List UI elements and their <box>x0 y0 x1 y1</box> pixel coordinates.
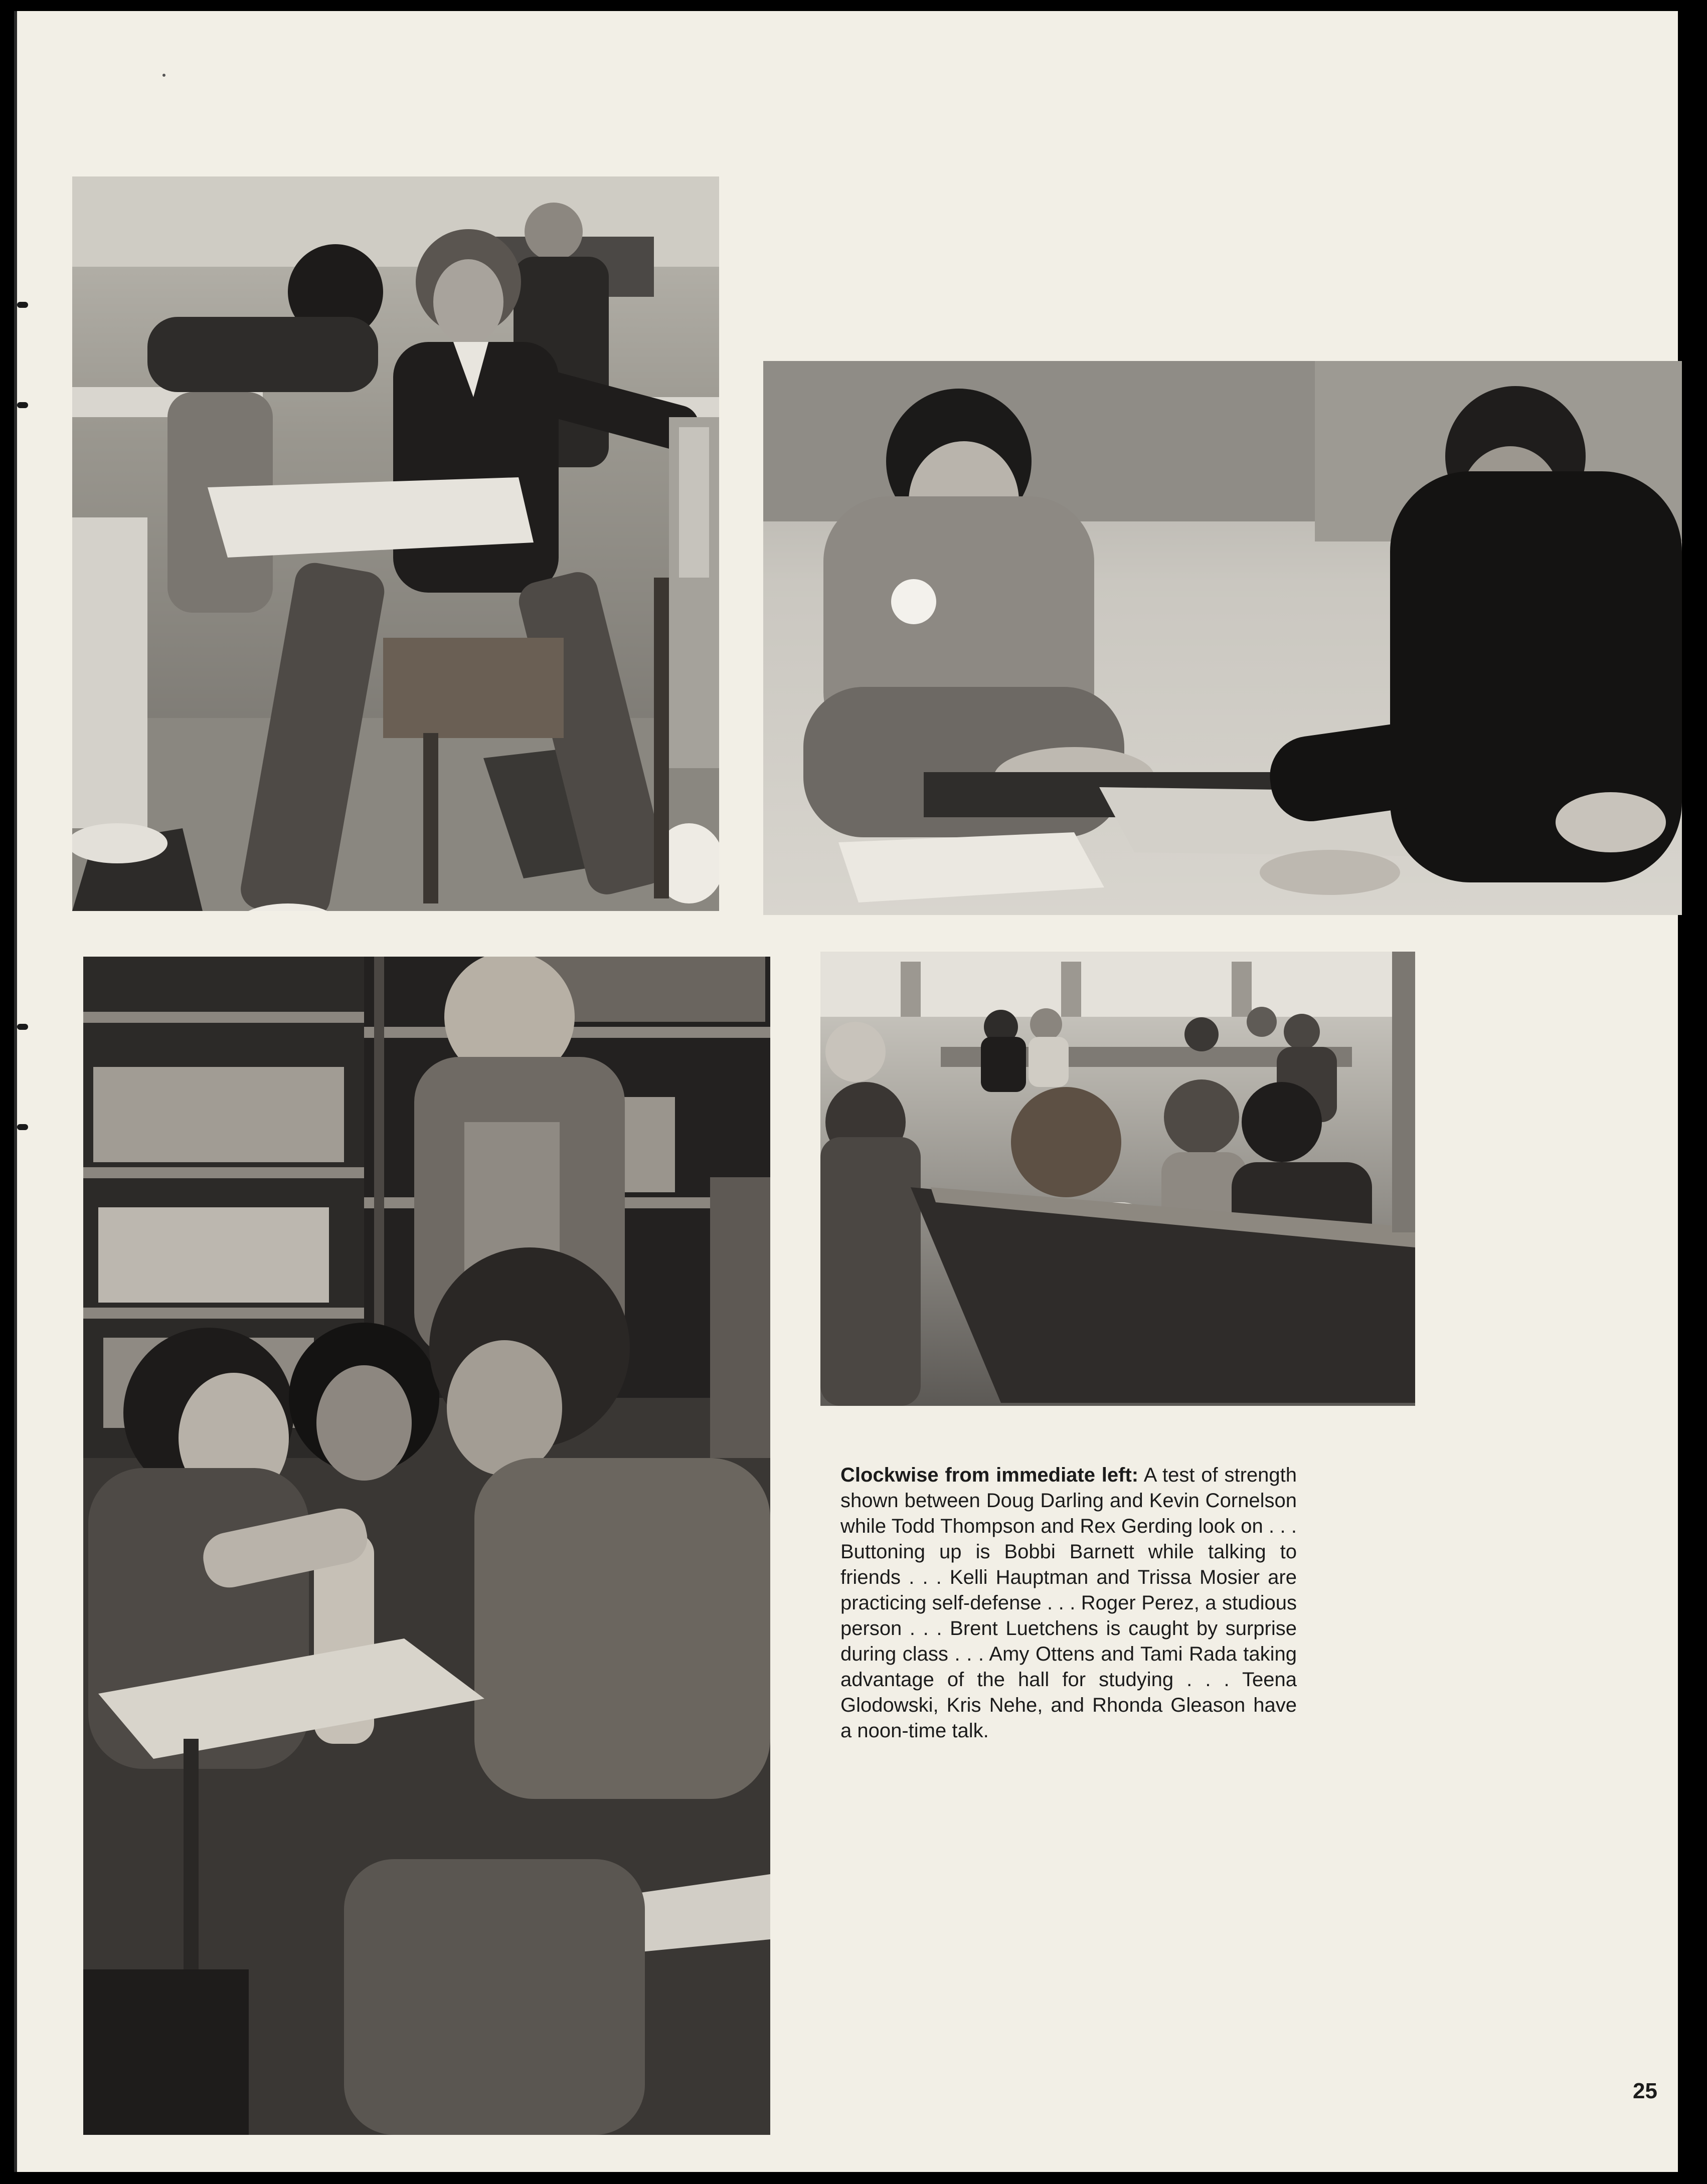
dust-speck <box>162 74 165 77</box>
photo-desks-image <box>72 176 719 911</box>
photo-arm-wrestling <box>83 957 770 2135</box>
photo-lunch-tables-image <box>820 952 1415 1406</box>
binding-mark <box>17 1024 28 1030</box>
photo-floor-project <box>763 361 1682 915</box>
binding-mark <box>17 302 28 308</box>
binding-mark <box>17 402 28 408</box>
photo-desks-classroom <box>72 176 719 911</box>
photo-lunch-tables <box>820 952 1415 1406</box>
page-number: 25 <box>1633 2079 1657 2103</box>
yearbook-page <box>14 11 1678 2172</box>
photo-arm-wrestling-image <box>83 957 770 2135</box>
photo-caption <box>840 1463 1297 1744</box>
caption-lead: Clockwise from immediate left: <box>840 1464 1139 1486</box>
photo-floor-image <box>763 361 1682 915</box>
caption-body: A test of strength shown between Doug Darling and Kevin Cornelson while Todd Thompson and Rex Gerding look on . . . Buttoning up is Bobbi Barnett while talking to friends . . . Kelli Hauptman and Trissa Mosier are practicing self-defense . . . Roger Perez, a studious person . . . Brent Luetchens is caught by surprise during class . . . Amy Ottens and Tami Rada taking advantage of the hall for studying . . . Teena Glodowski, Kris Nehe, and Rhonda Gleason have a noon-time talk. <box>840 1464 1297 1742</box>
binding-mark <box>17 1124 28 1130</box>
